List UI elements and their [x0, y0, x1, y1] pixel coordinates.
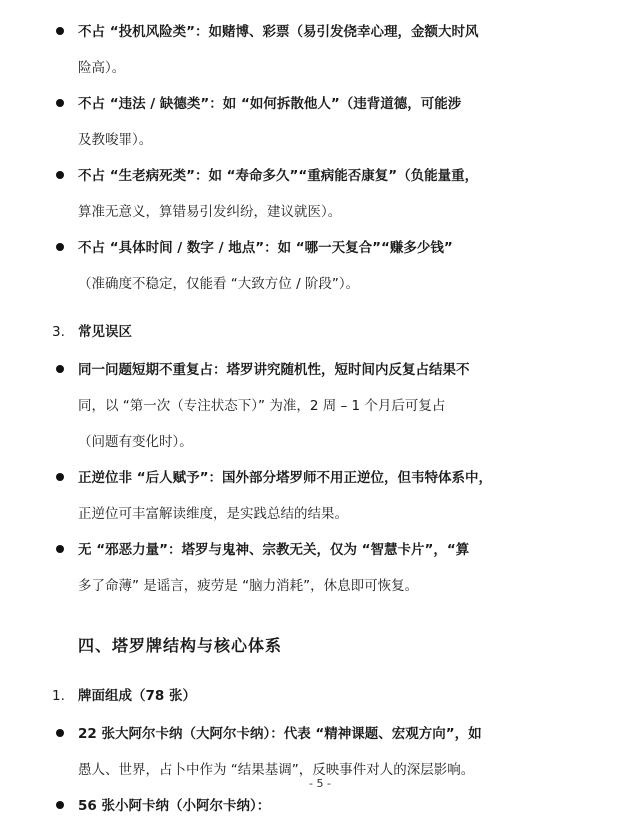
- list-item-line: 正逆位可丰富解读维度，是实践总结的结果。: [78, 506, 348, 522]
- list-item-line: 正逆位非 “后人赋予”：国外部分塔罗师不用正逆位，但韦特体系中，: [78, 470, 492, 486]
- bullet-dot-icon: [56, 473, 64, 481]
- section-number: 1.: [52, 688, 65, 704]
- list-item-line: 不占 “生老病死类”：如 “寿命多久”“重病能否康复”（负能量重，: [78, 168, 479, 184]
- list-item: [52, 460, 604, 532]
- list-item-line: （准确度不稳定，仅能看 “大致方位 / 阶段”）。: [78, 276, 360, 292]
- page-title: 四、塔罗牌结构与核心体系: [78, 636, 283, 655]
- list-item-line: 算准无意义，算错易引发纠纷，建议就医）。: [78, 204, 342, 220]
- list-item-line: 愚人、世界，占卜中作为 “结果基调”，反映事件对人的深层影响。: [78, 762, 475, 778]
- section-heading-numbered: [52, 678, 604, 714]
- list-item-line: 不占 “具体时间 / 数字 / 地点”：如 “哪一天复合”“赚多少钱”: [78, 240, 453, 256]
- list-item: [52, 86, 604, 158]
- list-item-line: 不占 “违法 / 缺德类”：如 “如何拆散他人”（违背道德，可能涉: [78, 96, 462, 112]
- list-item-line: 56 张小阿卡纳（小阿尔卡纳）：: [78, 798, 271, 814]
- bullet-dot-icon: [56, 729, 64, 737]
- list-item-line: 不占 “投机风险类”：如赌博、彩票（易引发侥幸心理，金额大时风: [78, 24, 479, 40]
- list-item-line: 同一问题短期不重复占：塔罗讲究随机性，短时间内反复占结果不: [78, 362, 470, 378]
- bullet-dot-icon: [56, 171, 64, 179]
- bullet-dot-icon: [56, 27, 64, 35]
- bullet-dot-icon: [56, 243, 64, 251]
- list-item: [52, 788, 604, 824]
- list-item: [52, 14, 604, 86]
- page-number: - 5 -: [309, 777, 331, 790]
- list-item-line: 无 “邪恶力量”：塔罗与鬼神、宗教无关，仅为 “智慧卡片”，“算: [78, 542, 470, 558]
- bullet-dot-icon: [56, 99, 64, 107]
- list-item: [52, 352, 604, 460]
- list-item: [52, 158, 604, 230]
- list-item-line: （问题有变化时）。: [78, 434, 193, 450]
- bullet-dot-icon: [56, 545, 64, 553]
- list-item: [52, 532, 604, 604]
- list-item-line: 同，以 “第一次（专注状态下）” 为准，2 周 – 1 个月后可复占: [78, 398, 446, 414]
- list-item-line: 22 张大阿尔卡纳（大阿尔卡纳）：代表 “精神课题、宏观方向”，如: [78, 726, 482, 742]
- section-number: 3.: [52, 324, 65, 340]
- list-item: [52, 230, 604, 302]
- bullet-dot-icon: [56, 365, 64, 373]
- bullet-dot-icon: [56, 801, 64, 809]
- list-item-line: 多了命薄” 是谣言，疲劳是 “脑力消耗”，休息即可恢复。: [78, 578, 419, 594]
- list-item-line: 险高）。: [78, 60, 126, 76]
- section-title: 牌面组成（78 张）: [78, 688, 196, 704]
- section-title: 常见误区: [78, 324, 132, 340]
- list-item-line: 及教唆罪）。: [78, 132, 153, 148]
- section-heading-numbered: [52, 314, 604, 350]
